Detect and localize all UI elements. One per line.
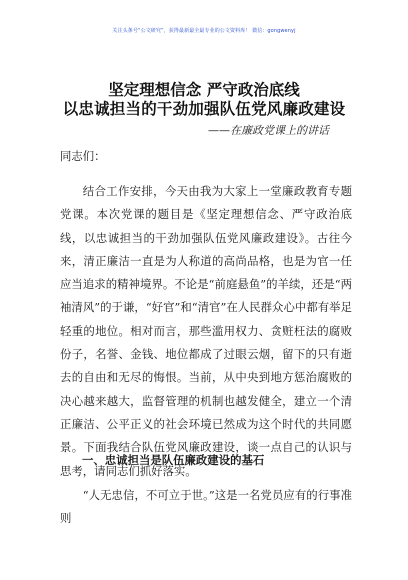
section-heading-1: 一、忠诚担当是队伍廉政建设的基石: [82, 453, 265, 467]
body-paragraph-2: “人无忠信，不可立于世。”这是一名党员应有的行事准则: [60, 488, 352, 526]
document-title-line1: 坚定理想信念 严守政治底线: [108, 81, 300, 99]
greeting: 同志们：: [60, 149, 106, 163]
document-title-line2: 以忠诚担当的干劲加强队伍党风廉政建设: [62, 100, 346, 118]
body-paragraph-1: 结合工作安排，今天由我为大家上一堂廉政教育专题党课。本次党课的题目是《坚定理想信念、严守政治底线，以忠诚担当的干劲加强队伍党风廉政建设》。古往今来，清正廉洁一直是为人称道的高尚品格，也是为官一任应当追求的精神境界。不论是“前庭悬鱼”的羊续，还是“两袖清风”的于谦，“好官”和“清官”在人民群众心中都有举足轻重的地位。相对而言，那些滥用权力、贪赃枉法的腐败份子，名誉、金钱、地位都成了过眼云烟，留下的只有逝去的自由和无尽的悔恨。当前，从中央到地方惩治腐败的决心越来越大，监督管理的机制也越发健全，建立一个清正廉洁、公平正义的社会环境已然成为这个时代的共同愿景。下面我结合队伍党风廉政建设，谈一点自己的认识与思考，请同志们抓好落实。: [60, 184, 352, 478]
document-subtitle: ——在廉政党课上的讲话: [208, 124, 329, 137]
header-banner: 关注头条号“公文研究”，获得最新最全最专业的公文资料库！ 微信：gongwenyj: [112, 28, 296, 34]
